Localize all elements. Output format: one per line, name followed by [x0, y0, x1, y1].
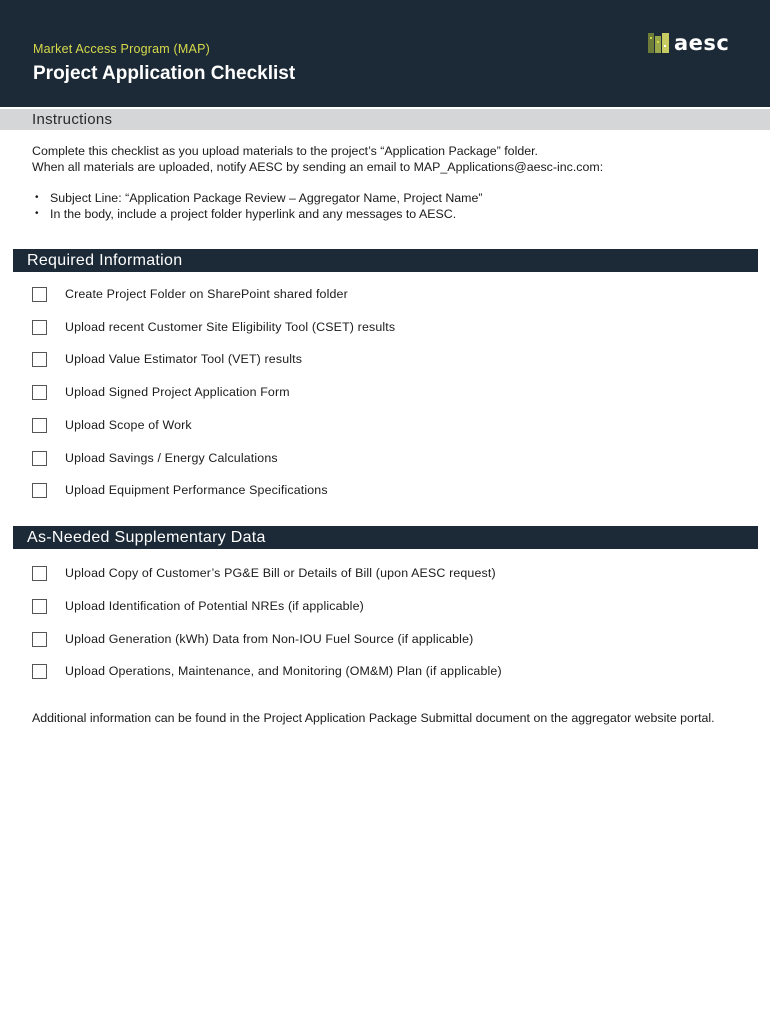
checkbox[interactable]: [32, 664, 47, 679]
instructions-text: [32, 144, 732, 175]
checklist-item-label: Upload Identification of Potential NREs (if applicable): [65, 599, 364, 613]
checkbox[interactable]: [32, 287, 47, 302]
checklist-item-label: Upload Operations, Maintenance, and Monitoring (OM&M) Plan (if applicable): [65, 664, 502, 678]
instructions-heading: Instructions: [32, 111, 113, 128]
checkbox[interactable]: [32, 483, 47, 498]
checkbox[interactable]: [32, 566, 47, 581]
instructions-section-bar: [0, 109, 770, 130]
required-section-bar: [13, 249, 758, 272]
additional-info-note: Additional information can be found in the Project Application Package Submittal document on the aggregator website portal.: [32, 711, 715, 725]
checklist-item-label: Upload Scope of Work: [65, 418, 192, 432]
checklist-item-label: Upload Value Estimator Tool (VET) results: [65, 352, 303, 366]
required-item-equipment-specs[interactable]: [32, 481, 328, 499]
supplementary-item-generation-data[interactable]: [32, 630, 473, 648]
supplementary-item-nres[interactable]: [32, 597, 364, 615]
aesc-logo: [648, 32, 729, 54]
checklist-item-label: Upload Signed Project Application Form: [65, 385, 290, 399]
bullet-item: • In the body, include a project folder hyperlink and any messages to AESC.: [32, 206, 732, 222]
required-item-project-folder[interactable]: [32, 285, 348, 303]
required-item-vet[interactable]: [32, 350, 302, 368]
checklist-item-label: Upload Generation (kWh) Data from Non-IOU Fuel Source (if applicable): [65, 632, 474, 646]
required-item-savings[interactable]: [32, 449, 278, 467]
page-title: Project Application Checklist: [33, 63, 296, 84]
program-subtitle: Market Access Program (MAP): [33, 42, 210, 56]
aesc-logo-mark-icon: [648, 32, 670, 54]
checklist-item-label: Create Project Folder on SharePoint shared folder: [65, 287, 348, 301]
checkbox[interactable]: [32, 320, 47, 335]
checkbox[interactable]: [32, 451, 47, 466]
checkbox[interactable]: [32, 599, 47, 614]
header-banner: [0, 0, 770, 107]
supplementary-item-omm-plan[interactable]: [32, 662, 502, 680]
supplementary-section-bar: [13, 526, 758, 549]
instructions-line-2: When all materials are uploaded, notify AESC by sending an email to MAP_Applications@aesc-inc.com:: [32, 159, 604, 174]
supplementary-item-bill[interactable]: [32, 564, 496, 582]
required-item-application-form[interactable]: [32, 383, 290, 401]
checkbox[interactable]: [32, 418, 47, 433]
checklist-item-label: Upload Copy of Customer’s PG&E Bill or Details of Bill (upon AESC request): [65, 566, 496, 580]
checkbox[interactable]: [32, 632, 47, 647]
required-item-cset[interactable]: [32, 318, 395, 336]
checkbox[interactable]: [32, 385, 47, 400]
instructions-bullet-list: [32, 190, 732, 222]
required-item-scope-of-work[interactable]: [32, 416, 192, 434]
checklist-item-label: Upload Savings / Energy Calculations: [65, 451, 278, 465]
checkbox[interactable]: [32, 352, 47, 367]
supplementary-heading: As-Needed Supplementary Data: [27, 529, 266, 546]
aesc-wordmark: aesc: [674, 31, 730, 55]
bullet-item: • Subject Line: “Application Package Review – Aggregator Name, Project Name”: [32, 190, 732, 206]
instructions-line-1: Complete this checklist as you upload materials to the project’s “Application Package” folder.: [32, 144, 538, 158]
required-heading: Required Information: [27, 252, 183, 269]
checklist-item-label: Upload recent Customer Site Eligibility Tool (CSET) results: [65, 320, 396, 334]
checklist-item-label: Upload Equipment Performance Specifications: [65, 483, 328, 497]
